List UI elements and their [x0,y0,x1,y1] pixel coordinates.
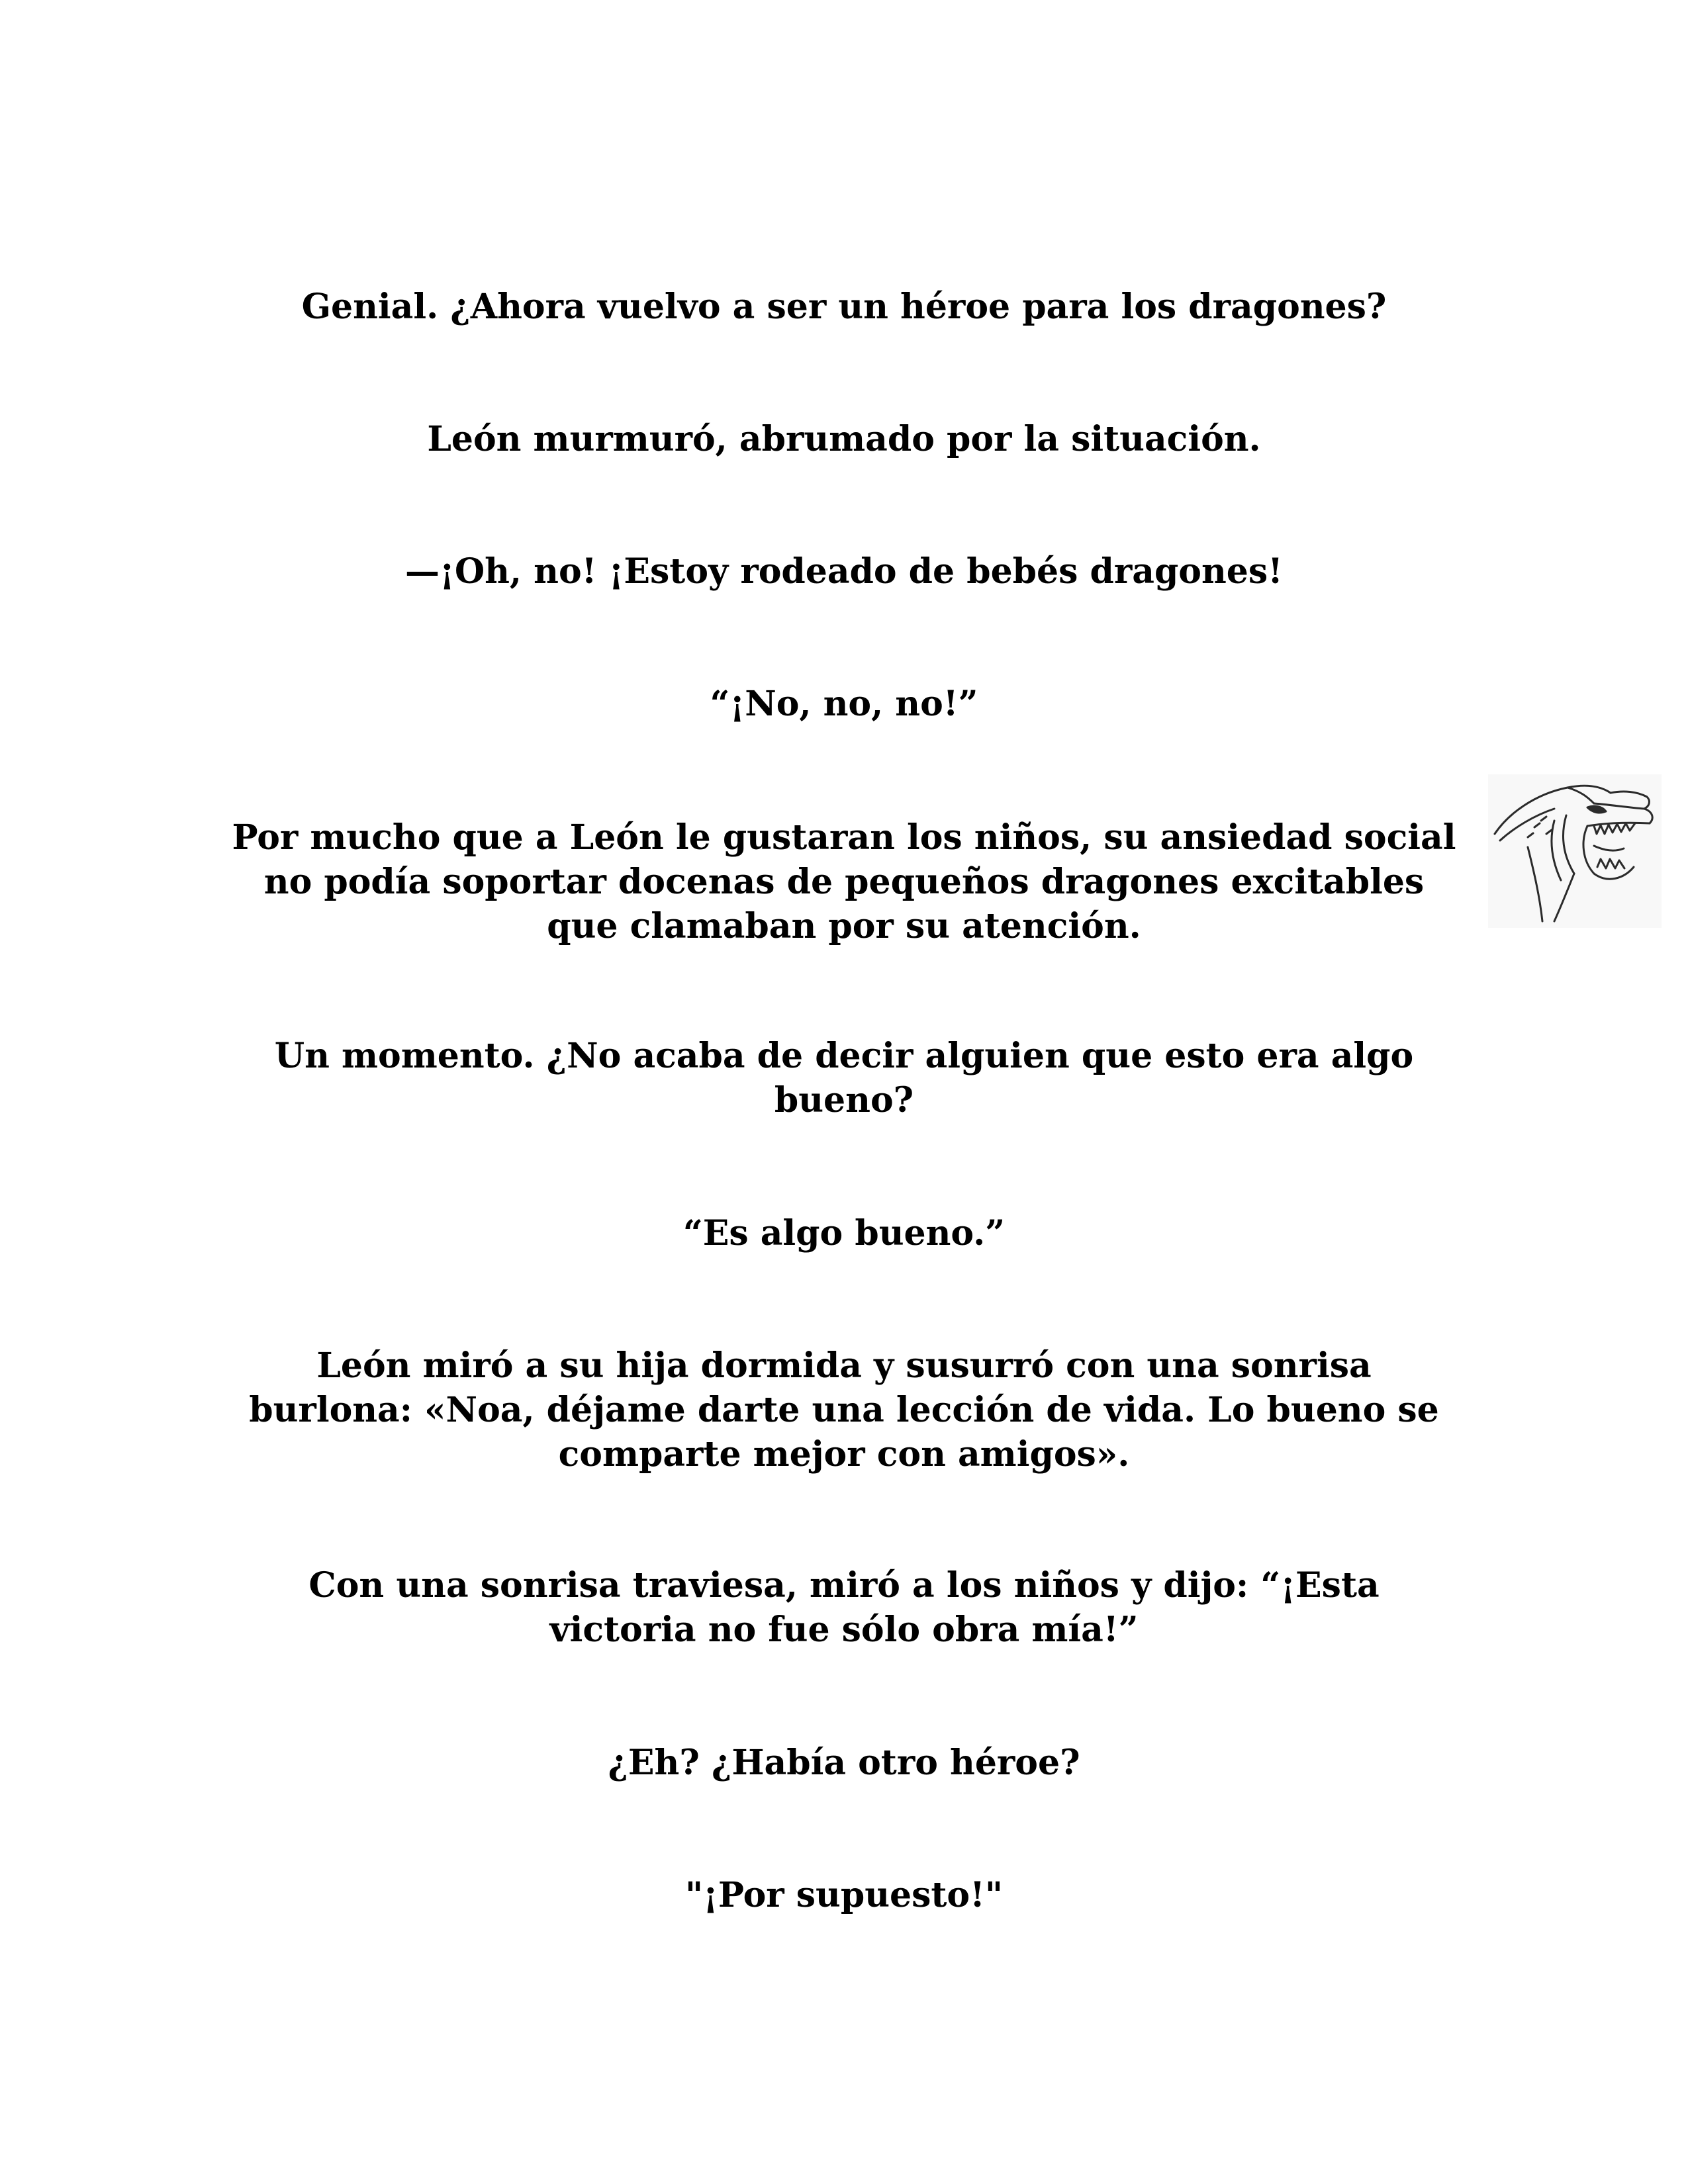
paragraph-3: —¡Oh, no! ¡Estoy rodeado de bebés dragones! [405,551,1283,592]
dragon-head-sketch-icon [1488,774,1662,928]
paragraph-4: “¡No, no, no!” [710,684,978,724]
paragraph-1: Genial. ¿Ahora vuelvo a ser un héroe para los dragones? [301,287,1387,327]
paragraph-6: Un momento. ¿No acaba de decir alguien que esto era algo bueno? [274,1036,1414,1120]
paragraph-9: Con una sonrisa traviesa, miró a los niños y dijo: “¡Esta victoria no fue sólo obra mía!” [308,1565,1380,1650]
paragraph-8: León miró a su hija dormida y susurró con una sonrisa burlona: «Noa, déjame darte una lección de vida. Lo bueno se comparte mejor con amigos». [249,1345,1439,1475]
paragraph-11: "¡Por supuesto!" [684,1875,1004,1915]
paragraph-2: León murmuró, abrumado por la situación. [427,419,1261,459]
paragraph-5: Por mucho que a León le gustaran los niños, su ansiedad social no podía soportar docenas de pequeños dragones excitables que clamaban por su atención. [232,817,1456,946]
paragraph-7: “Es algo bueno.” [682,1213,1006,1253]
paragraph-10: ¿Eh? ¿Había otro héroe? [608,1743,1080,1783]
